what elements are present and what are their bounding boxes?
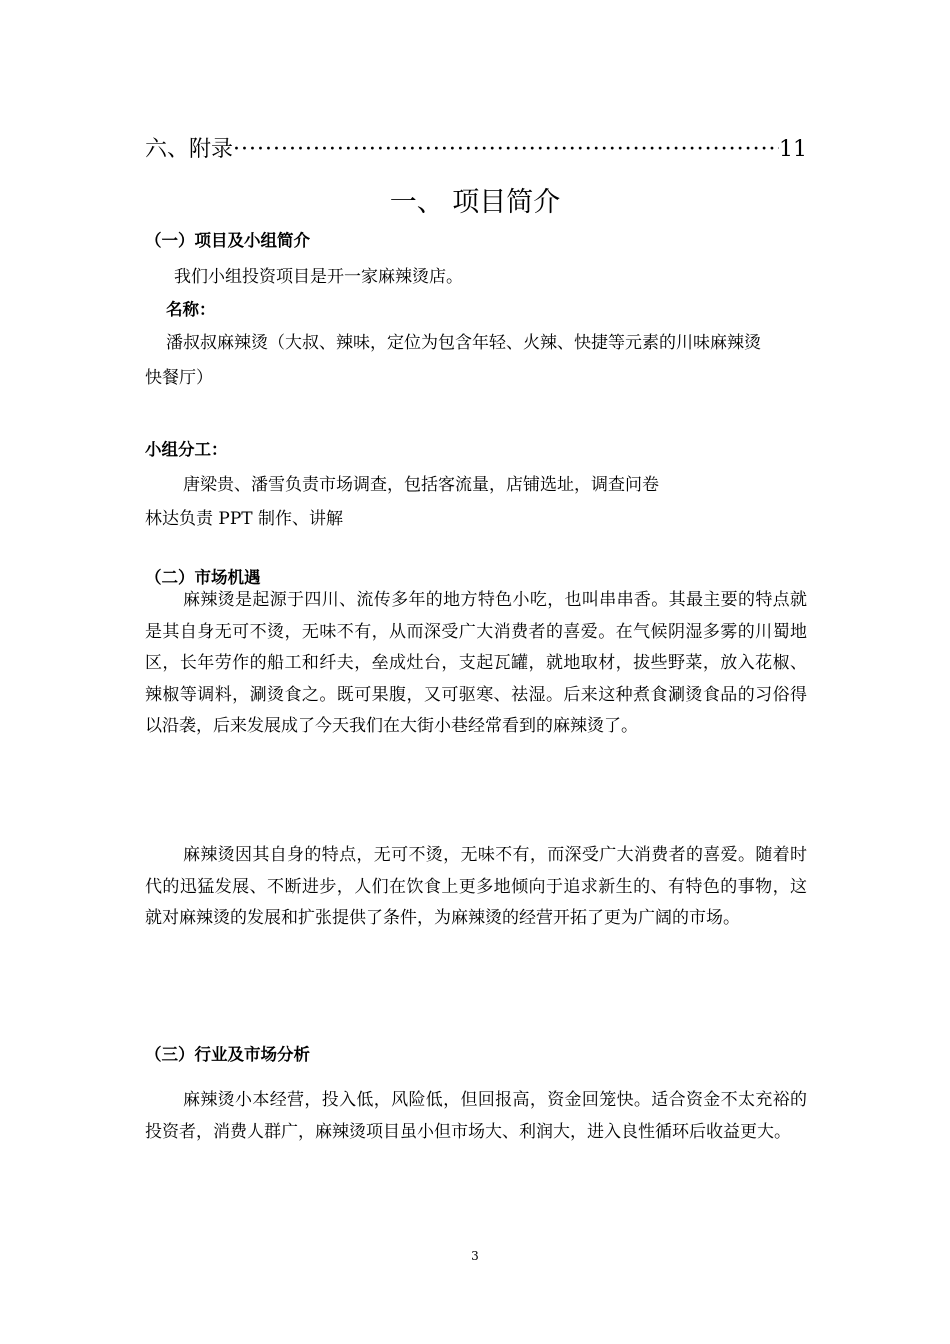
name-text-line-2: 快餐厅） <box>145 368 213 388</box>
section-heading-industry-analysis: （三）行业及市场分析 <box>145 1045 310 1064</box>
name-label: 名称： <box>166 300 216 319</box>
project-intro-text: 我们小组投资项目是开一家麻辣烫店。 <box>174 267 463 287</box>
page-number: 3 <box>471 1249 479 1263</box>
division-text-line-2: 林达负责 PPT 制作、讲解 <box>145 509 344 529</box>
name-text-line-1: 潘叔叔麻辣烫（大叔、辣味，定位为包含年轻、火辣、快捷等元素的川味麻辣烫 <box>166 333 761 353</box>
market-opportunity-paragraph-2: 麻辣烫因其自身的特点，无可不烫，无味不有，而深受广大消费者的喜爱。随着时代的迅猛发展、不断进步，人们在饮食上更多地倾向于追求新生的、有特色的事物，这就对麻辣烫的发展和扩张提供了条件，为麻辣烫的经营开拓了更为广阔的市场。 <box>145 845 807 928</box>
toc-label: 六、附录 <box>145 137 234 162</box>
industry-analysis-paragraph: 麻辣烫小本经营，投入低，风险低，但回报高，资金回笼快。适合资金不太充裕的投资者，消费人群广，麻辣烫项目虽小但市场大、利润大，进入良性循环后收益更大。 <box>145 1090 807 1142</box>
division-label: 小组分工： <box>145 440 228 459</box>
section-heading-market-opportunity: （二）市场机遇 <box>145 568 261 587</box>
section-heading-project-intro: （一）项目及小组简介 <box>145 231 310 250</box>
division-text-line-1: 唐梁贵、潘雪负责市场调查，包括客流量，店铺选址，调查问卷 <box>183 475 659 495</box>
toc-leader-dots <box>233 137 779 162</box>
market-opportunity-paragraph-1: 麻辣烫是起源于四川、流传多年的地方特色小吃，也叫串串香。其最主要的特点就是其自身无可不烫，无味不有，从而深受广大消费者的喜爱。在气候阴湿多雾的川蜀地区，长年劳作的船工和纤夫，垒成灶台，支起瓦罐，就地取材，拔些野菜，放入花椒、辣椒等调料，涮烫食之。既可果腹，又可驱寒、祛湿。后来这种煮食涮烫食品的习俗得以沿袭，后来发展成了今天我们在大街小巷经常看到的麻辣烫了。 <box>145 590 807 736</box>
toc-entry-appendix[interactable] <box>145 132 807 164</box>
chapter-title: 一、 项目简介 <box>389 187 561 218</box>
toc-page-number: 11 <box>779 137 807 162</box>
